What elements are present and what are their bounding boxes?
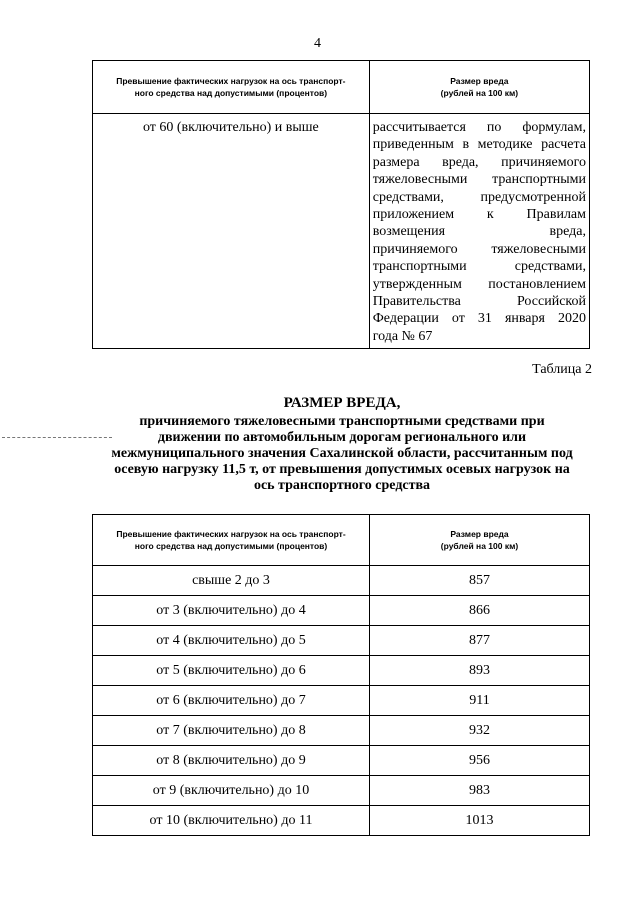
table1-header-excess-line-1: Превышение фактических нагрузок на ось транспорт- <box>116 76 346 86</box>
harm-amount: 911 <box>370 686 590 716</box>
page-number: 4 <box>314 36 321 51</box>
harm-amount: 866 <box>370 596 590 626</box>
load-excess-range: от 6 (включительно) до 7 <box>93 686 370 716</box>
load-excess-range: от 9 (включительно) до 10 <box>93 776 370 806</box>
table1-value-line: утвержденным постановлением <box>372 276 586 292</box>
table-row <box>93 626 590 656</box>
document-heading-title: РАЗМЕР ВРЕДА, <box>283 395 401 411</box>
table2-header-row <box>93 515 590 566</box>
table1-value-line: приведенным в методике расчета <box>372 137 586 153</box>
table-row <box>93 776 590 806</box>
table2-header-harm-line-1: Размер вреда <box>450 529 509 539</box>
table-row <box>93 746 590 776</box>
load-excess-range: от 4 (включительно) до 5 <box>93 626 370 656</box>
harm-amount: 877 <box>370 626 590 656</box>
harm-amount: 857 <box>370 566 590 596</box>
table1-value-line: размера вреда, причиняемого <box>372 154 586 170</box>
heading-subtitle-line: причиняемого тяжеловесными транспортными средствами при <box>139 414 545 429</box>
harm-amount: 983 <box>370 776 590 806</box>
load-excess-range: от 7 (включительно) до 8 <box>93 716 370 746</box>
table-row <box>93 686 590 716</box>
table2-header-excess <box>93 515 370 566</box>
document-heading-subtitle <box>72 414 612 494</box>
heading-subtitle-line: межмуниципального значения Сахалинской области, рассчитанным под <box>111 446 573 461</box>
table1-header-harm <box>369 61 589 114</box>
table1-row-value-text <box>373 119 586 345</box>
table1-value-line: тяжеловесными транспортными <box>372 172 586 188</box>
harm-table-continued <box>92 60 590 349</box>
table1-header-harm-line-1: Размер вреда <box>450 76 509 86</box>
table1-value-line: приложением к Правилам <box>372 207 586 223</box>
table-row <box>93 566 590 596</box>
table1-value-line: транспортными средствами, <box>372 259 586 275</box>
table-caption: Таблица 2 <box>532 362 592 377</box>
table-row <box>93 806 590 836</box>
table2-header-harm-line-2: (рублей на 100 км) <box>440 541 519 551</box>
heading-subtitle-line: движении по автомобильным дорогам регионального или <box>157 430 527 445</box>
load-excess-range: от 8 (включительно) до 9 <box>93 746 370 776</box>
table-row <box>93 716 590 746</box>
harm-amount: 932 <box>370 716 590 746</box>
table-row <box>93 596 590 626</box>
table1-value-line: Федерации от 31 января 2020 <box>372 311 586 327</box>
table1-header-excess-line-2: ного средства над допустимыми (процентов) <box>134 88 328 98</box>
harm-amount: 893 <box>370 656 590 686</box>
table1-value-line: рассчитывается по формулам, <box>372 120 586 135</box>
load-excess-range: от 5 (включительно) до 6 <box>93 656 370 686</box>
harm-amount: 1013 <box>370 806 590 836</box>
table2-header-excess-line-2: ного средства над допустимыми (процентов) <box>134 541 328 551</box>
table2-body <box>93 566 590 836</box>
table1-value-line: возмещения вреда, <box>372 224 586 240</box>
table2-header-excess-line-1: Превышение фактических нагрузок на ось транспорт- <box>116 529 346 539</box>
table1-value-line: года № 67 <box>372 328 433 344</box>
table1-value-line: Правительства Российской <box>372 294 586 310</box>
table1-row-range: от 60 (включительно) и выше <box>93 114 370 349</box>
table1-value-line: средствами, предусмотренной <box>372 189 586 205</box>
scan-artifact-line <box>2 437 112 439</box>
table1-header-harm-line-2: (рублей на 100 км) <box>440 88 519 98</box>
table1-header-excess <box>93 61 370 114</box>
table1-row-value <box>369 114 589 349</box>
harm-amount: 956 <box>370 746 590 776</box>
table1-row <box>93 114 590 349</box>
heading-subtitle-line: осевую нагрузку 11,5 т, от превышения допустимых осевых нагрузок на <box>114 462 570 477</box>
load-excess-range: от 3 (включительно) до 4 <box>93 596 370 626</box>
harm-rates-table <box>92 514 590 836</box>
load-excess-range: свыше 2 до 3 <box>93 566 370 596</box>
table1-header-row <box>93 61 590 114</box>
table-row <box>93 656 590 686</box>
table1-value-line: причиняемого тяжеловесными <box>372 241 586 257</box>
load-excess-range: от 10 (включительно) до 11 <box>93 806 370 836</box>
table2-header-harm <box>370 515 590 566</box>
heading-subtitle-line: ось транспортного средства <box>253 478 431 493</box>
